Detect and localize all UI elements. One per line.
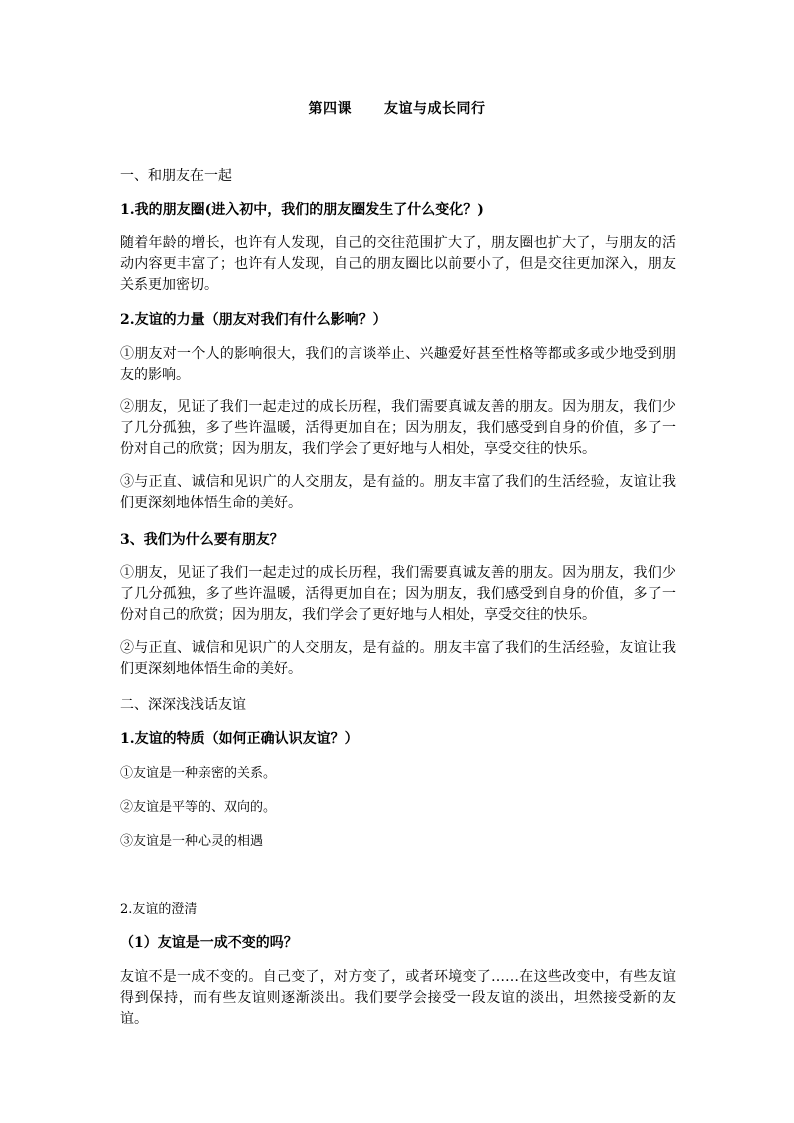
question-heading-1-2: 2.友谊的力量（朋友对我们有什么影响？） xyxy=(120,312,387,328)
list-item: ①朋友对一个人的影响很大，我们的言谈举止、兴趣爱好甚至性格等都或多或少地受到朋友的影响。 xyxy=(120,346,676,383)
paragraph-2-2-1: 友谊不是一成不变的。自己变了，对方变了，或者环境变了……在这些改变中，有些友谊得到保持，而有些友谊则逐渐淡出。我们要学会接受一段友谊的淡出，坦然接受新的友谊。 xyxy=(120,969,676,1027)
sub-question-heading: （1）友谊是一成不变的吗？ xyxy=(120,935,298,951)
list-item: ③与正直、诚信和见识广的人交朋友，是有益的。朋友丰富了我们的生活经验，友谊让我们更深刻地体悟生命的美好。 xyxy=(120,474,676,511)
list-item: ②友谊是平等的、双向的。 xyxy=(120,800,277,815)
lesson-title: 友谊与成长同行 xyxy=(384,101,486,117)
question-heading-1-1: 1.我的朋友圈(进入初中，我们的朋友圈发生了什么变化？) xyxy=(120,202,484,218)
list-item: ②与正直、诚信和见识广的人交朋友，是有益的。朋友丰富了我们的生活经验，友谊让我们更深刻地体悟生命的美好。 xyxy=(120,640,676,677)
list-item: ①朋友，见证了我们一起走过的成长历程，我们需要真诚友善的朋友。因为朋友，我们少了几分孤独，多了些许温暖，活得更加自在；因为朋友，我们感受到自身的价值，多了一份对自己的欣赏；因为朋友，我们学会了更好地与人相处，享受交往的快乐。 xyxy=(120,565,676,623)
question-heading-2-1: 1.友谊的特质（如何正确认识友谊？） xyxy=(120,731,359,747)
list-item: ③友谊是一种心灵的相遇 xyxy=(120,834,264,849)
question-heading-1-3: 3、我们为什么要有朋友？ xyxy=(120,532,284,548)
list-item: ②朋友，见证了我们一起走过的成长历程，我们需要真诚友善的朋友。因为朋友，我们少了几分孤独，多了些许温暖，活得更加自在；因为朋友，我们感受到自身的价值，多了一份对自己的欣赏；因为朋友，我们学会了更好地与人相处，享受交往的快乐。 xyxy=(120,399,676,457)
section-heading-1: 一、和朋友在一起 xyxy=(120,168,232,184)
paragraph-1-1: 随着年龄的增长，也许有人发现，自己的交往范围扩大了，朋友圈也扩大了，与朋友的活动内容更丰富了；也许有人发现，自己的朋友圈比以前要小了，但是交往更加深入，朋友关系更加密切。 xyxy=(120,235,676,293)
list-item: ①友谊是一种亲密的关系。 xyxy=(120,766,277,781)
page-title xyxy=(0,98,794,118)
question-heading-2-2: 2.友谊的澄清 xyxy=(120,902,198,917)
lesson-number: 第四课 xyxy=(308,101,352,117)
section-heading-2: 二、深深浅浅话友谊 xyxy=(120,697,246,713)
